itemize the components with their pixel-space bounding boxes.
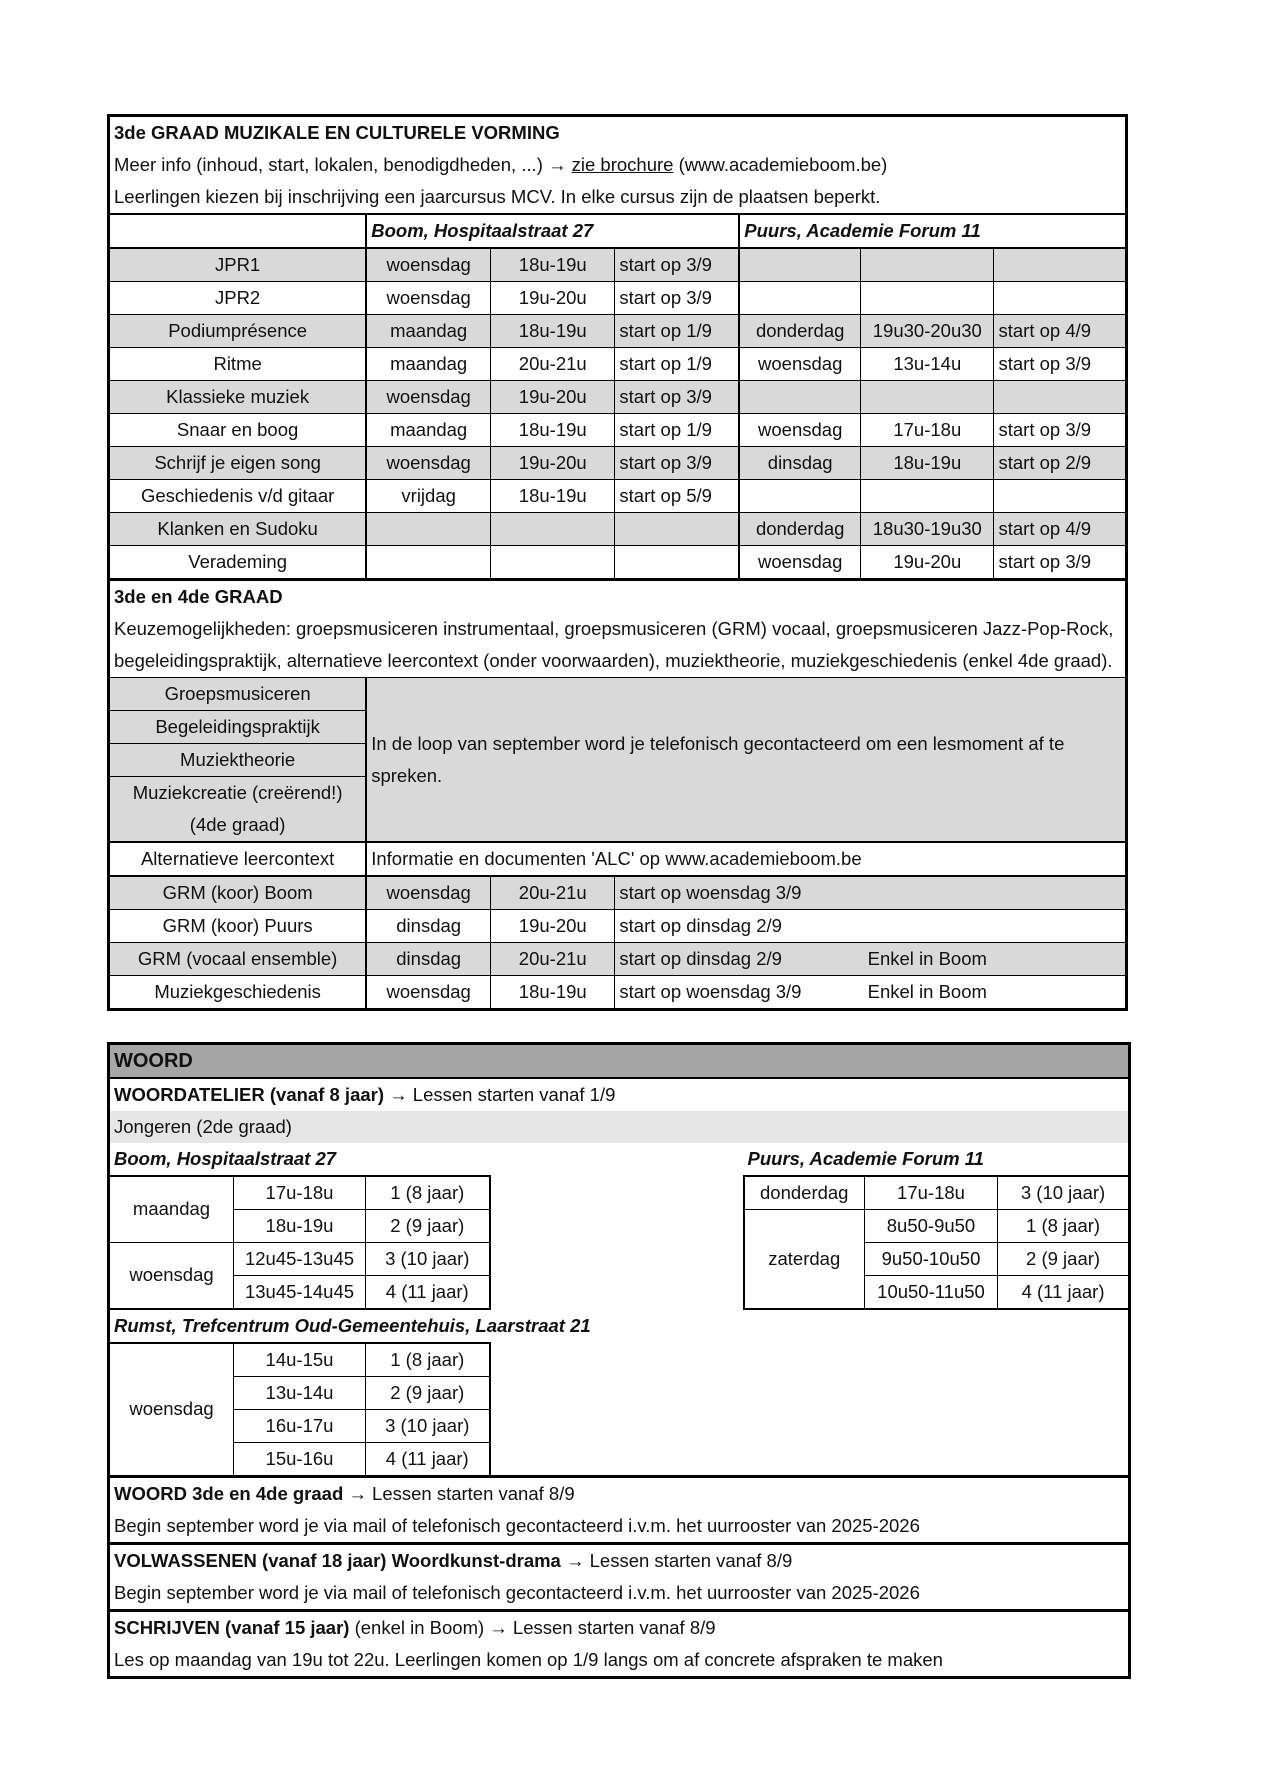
mcv-course-name: Podiumprésence <box>109 315 367 348</box>
g34-course-name: GRM (vocaal ensemble) <box>109 943 367 976</box>
woord-puurs-group: 4 (11 jaar) <box>998 1276 1130 1310</box>
g34-course-day: dinsdag <box>366 910 490 943</box>
g34-course-name: GRM (koor) Boom <box>109 876 367 910</box>
mcv-puurs-start: start op 3/9 <box>994 414 1127 447</box>
g34-course-day: woensdag <box>366 876 490 910</box>
mcv-course-name: Snaar en boog <box>109 414 367 447</box>
woord-puurs-time: 8u50-9u50 <box>865 1210 998 1243</box>
mcv-info-suffix: (www.academieboom.be) <box>673 153 888 175</box>
mcv-boom-time: 18u-19u <box>491 414 615 447</box>
woord-boom-time: 12u45-13u45 <box>234 1243 366 1276</box>
mcv-boom-start: start op 3/9 <box>615 282 739 315</box>
woord-puurs-group: 1 (8 jaar) <box>998 1210 1130 1243</box>
woord-atelier-row <box>109 1078 1130 1111</box>
woord-g34-bold: WOORD 3de en 4de graad <box>114 1482 344 1504</box>
woord-puurs-time: 9u50-10u50 <box>865 1243 998 1276</box>
woord-atelier-rest: → Lessen starten vanaf 1/9 <box>384 1083 616 1105</box>
woord-rumst-location-row <box>109 1309 1130 1343</box>
woord-schedule-row <box>109 1276 1130 1310</box>
mcv-boom-day: woensdag <box>366 282 490 315</box>
woord-g34-note-row <box>109 1510 1130 1544</box>
mcv-title-row <box>109 116 1127 150</box>
mcv-boom-start <box>615 546 739 580</box>
woord-location-rumst: Rumst, Trefcentrum Oud-Gemeentehuis, Laarstraat 21 <box>114 1314 591 1336</box>
g34-course-note <box>861 876 994 910</box>
woord-atelier <box>109 1078 1130 1111</box>
alc-info: Informatie en documenten 'ALC' op www.academieboom.be <box>366 842 1126 876</box>
g34-course-name: GRM (koor) Puurs <box>109 910 367 943</box>
location-boom: Boom, Hospitaalstraat 27 <box>366 214 739 248</box>
woord-schr-rest: (enkel in Boom) → Lessen starten vanaf 8/9 <box>349 1616 716 1638</box>
mcv-puurs-day <box>739 282 860 315</box>
woord-boom-time: 13u45-14u45 <box>234 1276 366 1310</box>
mcv-boom-time: 19u-20u <box>491 447 615 480</box>
mcv-puurs-start <box>994 248 1127 282</box>
woord-g34-rest: → Lessen starten vanaf 8/9 <box>343 1482 575 1504</box>
g34-course-name: Muziekgeschiedenis <box>109 976 367 1010</box>
mcv-puurs-day <box>739 248 860 282</box>
mcv-location-header-row <box>109 214 1127 248</box>
mcv-boom-day: woensdag <box>366 248 490 282</box>
woord-schedule-row <box>109 1243 1130 1276</box>
woord-location-puurs: Puurs, Academie Forum 11 <box>747 1147 984 1169</box>
mcv-course-rows <box>109 248 1127 580</box>
location-puurs: Puurs, Academie Forum 11 <box>739 214 1126 248</box>
mcv-course-name: Ritme <box>109 348 367 381</box>
woord-jongeren-row <box>109 1111 1130 1143</box>
g34-course-note: Enkel in Boom <box>861 943 994 976</box>
mcv-boom-start: start op 1/9 <box>615 315 739 348</box>
woord-schr-bold: SCHRIJVEN (vanaf 15 jaar) <box>114 1616 350 1638</box>
woord-puurs-day: zaterdag <box>744 1210 865 1310</box>
mcv-boom-time: 19u-20u <box>491 282 615 315</box>
g34-course-row <box>109 976 1127 1010</box>
mcv-boom-start: start op 3/9 <box>615 248 739 282</box>
mcv-course-name: Verademing <box>109 546 367 580</box>
woord-g34-heading <box>109 1477 1130 1511</box>
g34-course-start: start op woensdag 3/9 <box>615 876 861 910</box>
mcv-boom-start: start op 3/9 <box>615 447 739 480</box>
mcv-boom-time <box>491 546 615 580</box>
g34-course-start: start op dinsdag 2/9 <box>615 943 861 976</box>
woord-title: WOORD <box>109 1044 1130 1079</box>
woord-rumst-time: 16u-17u <box>234 1410 366 1443</box>
mcv-puurs-time: 19u-20u <box>861 546 994 580</box>
mcv-puurs-time: 19u30-20u30 <box>861 315 994 348</box>
woord-schedule-row <box>109 1377 1130 1410</box>
mcv-puurs-start: start op 2/9 <box>994 447 1127 480</box>
g34-course-row <box>109 876 1127 910</box>
mcv-puurs-day: woensdag <box>739 546 860 580</box>
woord-volw-heading <box>109 1544 1130 1578</box>
woord-g34-note: Begin september word je via mail of telefonisch gecontacteerd i.v.m. het uurrooster van 2025-2026 <box>114 1514 920 1536</box>
g34-description: Keuzemogelijkheden: groepsmusiceren instrumentaal, groepsmusiceren (GRM) vocaal, groepsmusiceren Jazz-Pop-Rock, begeleidingspraktijk, alternatieve leercontext (onder voorwaarden), muziektheorie, muziekgeschiedenis (enkel 4de graad). <box>114 618 1114 671</box>
mcv-boom-start: start op 1/9 <box>615 348 739 381</box>
mcv-note-row <box>109 181 1127 214</box>
woord-schedule-row <box>109 1176 1130 1210</box>
woord-boom-time: 17u-18u <box>234 1176 366 1210</box>
mcv-note: Leerlingen kiezen bij inschrijving een jaarcursus MCV. In elke cursus zijn de plaatsen beperkt. <box>114 185 881 207</box>
woord-boom-group: 1 (8 jaar) <box>366 1176 490 1210</box>
mcv-puurs-time: 13u-14u <box>861 348 994 381</box>
mcv-boom-day: woensdag <box>366 381 490 414</box>
woord-puurs-time: 17u-18u <box>865 1176 998 1210</box>
woord-puurs-day: donderdag <box>744 1176 865 1210</box>
mcv-course-row <box>109 513 1127 546</box>
mcv-boom-day <box>366 546 490 580</box>
mcv-puurs-start: start op 3/9 <box>994 546 1127 580</box>
g34-course-day: woensdag <box>366 976 490 1010</box>
mcv-course-name: Klassieke muziek <box>109 381 367 414</box>
woord-schr-note-row <box>109 1644 1130 1678</box>
mcv-course-row <box>109 282 1127 315</box>
mcv-puurs-time: 18u-19u <box>861 447 994 480</box>
mcv-puurs-day <box>739 480 860 513</box>
woord-schr-row <box>109 1611 1130 1645</box>
mcv-boom-day <box>366 513 490 546</box>
mcv-course-name: Geschiedenis v/d gitaar <box>109 480 367 513</box>
woord-volw-note-row <box>109 1577 1130 1611</box>
g34-course-note <box>861 910 994 943</box>
woord-puurs-group: 3 (10 jaar) <box>998 1176 1130 1210</box>
g34-course-row <box>109 910 1127 943</box>
mcv-boom-start: start op 5/9 <box>615 480 739 513</box>
g34-course-start: start op woensdag 3/9 <box>615 976 861 1010</box>
woord-rumst-group: 2 (9 jaar) <box>366 1377 490 1410</box>
g34-item: Begeleidingspraktijk <box>109 711 367 744</box>
g34-course-rows <box>109 876 1127 1010</box>
document-page <box>107 114 1128 1679</box>
woord-rumst-time: 13u-14u <box>234 1377 366 1410</box>
woord-schr-heading <box>109 1611 1130 1645</box>
mcv-puurs-start: start op 4/9 <box>994 513 1127 546</box>
woord-volw-bold: VOLWASSENEN (vanaf 18 jaar) Woordkunst-drama <box>114 1549 561 1571</box>
mcv-info-prefix: Meer info (inhoud, start, lokalen, benodigdheden, ...) → <box>114 153 572 175</box>
g34-course-time: 20u-21u <box>491 876 615 910</box>
g34-item-row <box>109 678 1127 711</box>
mcv-table <box>107 114 1128 1011</box>
g34-item: Muziektheorie <box>109 744 367 777</box>
mcv-course-row <box>109 546 1127 580</box>
woord-g34-row <box>109 1477 1130 1511</box>
mcv-info-row <box>109 149 1127 181</box>
mcv-puurs-day <box>739 381 860 414</box>
mcv-boom-time <box>491 513 615 546</box>
mcv-puurs-day: donderdag <box>739 513 860 546</box>
g34-item: (4de graad) <box>109 809 367 842</box>
woord-schedule-row <box>109 1343 1130 1377</box>
mcv-puurs-time: 17u-18u <box>861 414 994 447</box>
g34-course-note: Enkel in Boom <box>861 976 994 1010</box>
mcv-boom-start: start op 1/9 <box>615 414 739 447</box>
woord-jongeren: Jongeren (2de graad) <box>109 1111 1130 1143</box>
woord-schedule-row <box>109 1410 1130 1443</box>
mcv-puurs-day: donderdag <box>739 315 860 348</box>
mcv-boom-day: vrijdag <box>366 480 490 513</box>
brochure-link[interactable]: zie brochure <box>571 153 674 175</box>
woord-schedule-row <box>109 1443 1130 1477</box>
mcv-boom-day: maandag <box>366 348 490 381</box>
mcv-info <box>109 149 1127 181</box>
woord-boom-day: woensdag <box>109 1243 234 1310</box>
woord-boom-group: 3 (10 jaar) <box>366 1243 490 1276</box>
mcv-course-row <box>109 315 1127 348</box>
mcv-boom-start: start op 3/9 <box>615 381 739 414</box>
woord-boom-time: 18u-19u <box>234 1210 366 1243</box>
mcv-puurs-start: start op 3/9 <box>994 348 1127 381</box>
woord-boom-day: maandag <box>109 1176 234 1243</box>
g34-item: Muziekcreatie (creërend!) <box>109 777 367 810</box>
mcv-boom-time: 20u-21u <box>491 348 615 381</box>
g34-course-time: 18u-19u <box>491 976 615 1010</box>
g34-course-day: dinsdag <box>366 943 490 976</box>
woord-title-row <box>109 1044 1130 1079</box>
mcv-puurs-start <box>994 282 1127 315</box>
woord-puurs-group: 2 (9 jaar) <box>998 1243 1130 1276</box>
mcv-course-row <box>109 414 1127 447</box>
mcv-puurs-day: dinsdag <box>739 447 860 480</box>
g34-title: 3de en 4de GRAAD <box>109 580 1127 614</box>
g34-title-row <box>109 580 1127 614</box>
woord-rumst-group: 4 (11 jaar) <box>366 1443 490 1477</box>
mcv-course-name: Klanken en Sudoku <box>109 513 367 546</box>
woord-location-boom: Boom, Hospitaalstraat 27 <box>114 1147 337 1169</box>
g34-course-time: 19u-20u <box>491 910 615 943</box>
woord-rumst-time: 15u-16u <box>234 1443 366 1477</box>
mcv-puurs-time <box>861 282 994 315</box>
woord-schr-note: Les op maandag van 19u tot 22u. Leerlingen komen op 1/9 langs om af concrete afspraken te maken <box>114 1648 943 1670</box>
g34-desc-row <box>109 613 1127 678</box>
mcv-course-row <box>109 248 1127 282</box>
woord-rumst-group: 3 (10 jaar) <box>366 1410 490 1443</box>
mcv-course-row <box>109 480 1127 513</box>
mcv-puurs-day: woensdag <box>739 348 860 381</box>
woord-volw-note: Begin september word je via mail of telefonisch gecontacteerd i.v.m. het uurrooster van 2025-2026 <box>114 1581 920 1603</box>
woord-volw-row <box>109 1544 1130 1578</box>
woord-schedule-row <box>109 1210 1130 1243</box>
mcv-course-row <box>109 348 1127 381</box>
mcv-title: 3de GRAAD MUZIKALE EN CULTURELE VORMING <box>114 121 560 143</box>
mcv-puurs-time <box>861 381 994 414</box>
woord-table <box>107 1042 1131 1679</box>
mcv-boom-time: 19u-20u <box>491 381 615 414</box>
woord-location-row <box>109 1143 1130 1176</box>
alc-label: Alternatieve leercontext <box>109 842 367 876</box>
mcv-boom-day: maandag <box>366 315 490 348</box>
woord-volw-rest: → Lessen starten vanaf 8/9 <box>560 1549 793 1571</box>
mcv-boom-time: 18u-19u <box>491 248 615 282</box>
mcv-puurs-start: start op 4/9 <box>994 315 1127 348</box>
g34-alc-row <box>109 842 1127 876</box>
woord-boom-group: 2 (9 jaar) <box>366 1210 490 1243</box>
woord-boom-group: 4 (11 jaar) <box>366 1276 490 1310</box>
mcv-boom-day: maandag <box>366 414 490 447</box>
mcv-puurs-start <box>994 381 1127 414</box>
woord-puurs-time: 10u50-11u50 <box>865 1276 998 1310</box>
woord-rumst-time: 14u-15u <box>234 1343 366 1377</box>
g34-course-row <box>109 943 1127 976</box>
mcv-puurs-time: 18u30-19u30 <box>861 513 994 546</box>
mcv-course-row <box>109 447 1127 480</box>
mcv-boom-time: 18u-19u <box>491 480 615 513</box>
mcv-puurs-time <box>861 480 994 513</box>
g34-course-start: start op dinsdag 2/9 <box>615 910 861 943</box>
mcv-course-name: JPR2 <box>109 282 367 315</box>
woord-rumst-group: 1 (8 jaar) <box>366 1343 490 1377</box>
mcv-course-name: JPR1 <box>109 248 367 282</box>
mcv-puurs-start <box>994 480 1127 513</box>
mcv-boom-time: 18u-19u <box>491 315 615 348</box>
mcv-puurs-time <box>861 248 994 282</box>
mcv-course-row <box>109 381 1127 414</box>
g34-item: Groepsmusiceren <box>109 678 367 711</box>
woord-rumst-day: woensdag <box>109 1343 234 1477</box>
woord-atelier-bold: WOORDATELIER (vanaf 8 jaar) <box>114 1083 385 1105</box>
mcv-boom-start <box>615 513 739 546</box>
g34-course-time: 20u-21u <box>491 943 615 976</box>
g34-contact-note: In de loop van september word je telefonisch gecontacteerd om een lesmoment af te spreken. <box>366 678 1126 843</box>
mcv-boom-day: woensdag <box>366 447 490 480</box>
mcv-course-name: Schrijf je eigen song <box>109 447 367 480</box>
mcv-puurs-day: woensdag <box>739 414 860 447</box>
